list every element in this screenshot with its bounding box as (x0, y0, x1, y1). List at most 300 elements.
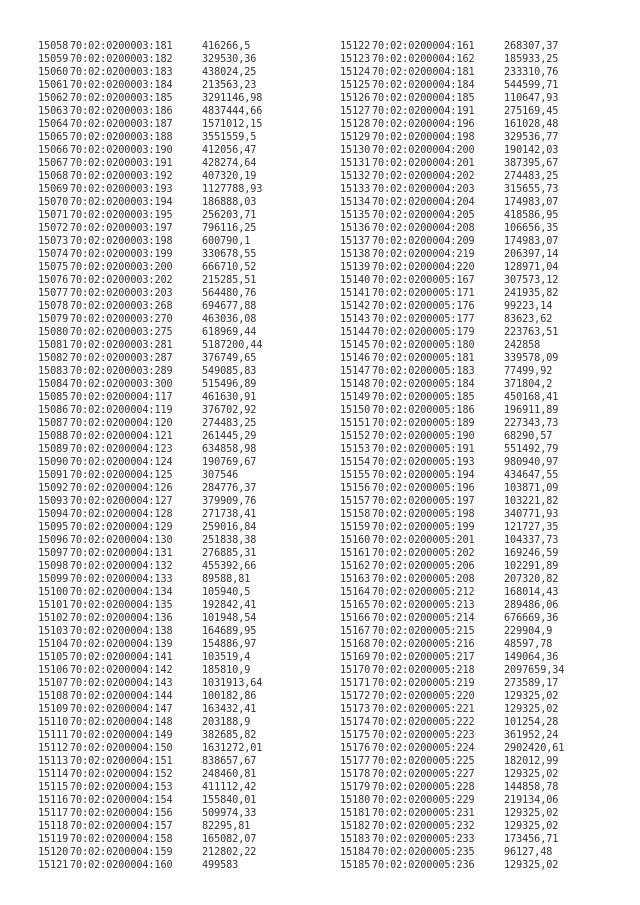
table-row (340, 716, 640, 729)
row-number: 15067 (38, 158, 69, 169)
cadastral-number: 70:02:0200005:181 (372, 353, 475, 364)
table-row (340, 729, 640, 742)
row-number: 15073 (38, 236, 69, 247)
cadastral-number: 70:02:0200004:184 (372, 80, 475, 91)
cadastral-number: 70:02:0200004:198 (372, 132, 475, 143)
table-row (38, 287, 338, 300)
table-row (340, 495, 640, 508)
cadastral-number: 70:02:0200004:126 (70, 483, 173, 494)
row-number: 15164 (340, 587, 371, 598)
cadastral-value: 103519,4 (202, 652, 251, 663)
table-row (340, 547, 640, 560)
table-row (38, 404, 338, 417)
table-row (38, 755, 338, 768)
cadastral-value: 450168,41 (504, 392, 559, 403)
cadastral-value: 634858,98 (202, 444, 257, 455)
row-number: 15106 (38, 665, 69, 676)
table-row (340, 456, 640, 469)
row-number: 15182 (340, 821, 371, 832)
table-row (340, 235, 640, 248)
table-row (340, 183, 640, 196)
table-row (340, 586, 640, 599)
table-row (340, 534, 640, 547)
cadastral-number: 70:02:0200003:193 (70, 184, 173, 195)
table-row (38, 326, 338, 339)
cadastral-number: 70:02:0200004:151 (70, 756, 173, 767)
cadastral-value: 544599,71 (504, 80, 559, 91)
table-row (38, 300, 338, 313)
cadastral-number: 70:02:0200005:227 (372, 769, 475, 780)
cadastral-number: 70:02:0200004:204 (372, 197, 475, 208)
row-number: 15168 (340, 639, 371, 650)
row-number: 15148 (340, 379, 371, 390)
row-number: 15171 (340, 678, 371, 689)
row-number: 15082 (38, 353, 69, 364)
table-row (340, 443, 640, 456)
row-number: 15107 (38, 678, 69, 689)
cadastral-number: 70:02:0200005:176 (372, 301, 475, 312)
row-number: 15123 (340, 54, 371, 65)
table-row (38, 599, 338, 612)
cadastral-number: 70:02:0200004:139 (70, 639, 173, 650)
row-number: 15139 (340, 262, 371, 273)
row-number: 15152 (340, 431, 371, 442)
row-number: 15128 (340, 119, 371, 130)
cadastral-number: 70:02:0200005:232 (372, 821, 475, 832)
cadastral-value: 315655,73 (504, 184, 559, 195)
table-row (38, 66, 338, 79)
row-number: 15060 (38, 67, 69, 78)
cadastral-value: 207320,82 (504, 574, 559, 585)
cadastral-value: 379909,76 (202, 496, 257, 507)
cadastral-value: 5187200,44 (202, 340, 263, 351)
cadastral-value: 233310,76 (504, 67, 559, 78)
table-row (340, 339, 640, 352)
cadastral-number: 70:02:0200003:281 (70, 340, 173, 351)
cadastral-number: 70:02:0200003:181 (70, 41, 173, 52)
cadastral-value: 274483,25 (504, 171, 559, 182)
table-row (340, 287, 640, 300)
row-number: 15140 (340, 275, 371, 286)
row-number: 15146 (340, 353, 371, 364)
cadastral-value: 455392,66 (202, 561, 257, 572)
cadastral-value: 387395,67 (504, 158, 559, 169)
cadastral-value: 551492,79 (504, 444, 559, 455)
cadastral-number: 70:02:0200004:125 (70, 470, 173, 481)
cadastral-value: 154886,97 (202, 639, 257, 650)
row-number: 15086 (38, 405, 69, 416)
row-number: 15153 (340, 444, 371, 455)
cadastral-number: 70:02:0200005:208 (372, 574, 475, 585)
row-number: 15156 (340, 483, 371, 494)
cadastral-value: 161028,48 (504, 119, 559, 130)
row-number: 15093 (38, 496, 69, 507)
row-number: 15158 (340, 509, 371, 520)
cadastral-value: 428274,64 (202, 158, 257, 169)
cadastral-number: 70:02:0200004:148 (70, 717, 173, 728)
table-row (38, 495, 338, 508)
cadastral-number: 70:02:0200004:127 (70, 496, 173, 507)
cadastral-number: 70:02:0200005:213 (372, 600, 475, 611)
row-number: 15116 (38, 795, 69, 806)
table-row (38, 833, 338, 846)
cadastral-number: 70:02:0200003:275 (70, 327, 173, 338)
table-row (340, 781, 640, 794)
cadastral-number: 70:02:0200003:199 (70, 249, 173, 260)
cadastral-number: 70:02:0200004:150 (70, 743, 173, 754)
table-row (38, 313, 338, 326)
row-number: 15173 (340, 704, 371, 715)
cadastral-value: 329530,36 (202, 54, 257, 65)
cadastral-number: 70:02:0200003:186 (70, 106, 173, 117)
cadastral-number: 70:02:0200005:219 (372, 678, 475, 689)
cadastral-number: 70:02:0200003:191 (70, 158, 173, 169)
row-number: 15166 (340, 613, 371, 624)
cadastral-value: 256203,71 (202, 210, 257, 221)
row-number: 15117 (38, 808, 69, 819)
table-row (38, 664, 338, 677)
table-row (38, 92, 338, 105)
table-row (38, 651, 338, 664)
cadastral-number: 70:02:0200004:128 (70, 509, 173, 520)
table-row (38, 144, 338, 157)
table-row (340, 157, 640, 170)
table-row (340, 417, 640, 430)
cadastral-number: 70:02:0200005:206 (372, 561, 475, 572)
cadastral-value: 128971,04 (504, 262, 559, 273)
row-number: 15110 (38, 717, 69, 728)
cadastral-number: 70:02:0200004:149 (70, 730, 173, 741)
cadastral-number: 70:02:0200005:171 (372, 288, 475, 299)
cadastral-value: 329536,77 (504, 132, 559, 143)
table-row (38, 118, 338, 131)
table-row (38, 729, 338, 742)
row-number: 15180 (340, 795, 371, 806)
row-number: 15121 (38, 860, 69, 871)
cadastral-number: 70:02:0200005:233 (372, 834, 475, 845)
cadastral-number: 70:02:0200004:121 (70, 431, 173, 442)
row-number: 15115 (38, 782, 69, 793)
table-row (340, 833, 640, 846)
cadastral-number: 70:02:0200003:184 (70, 80, 173, 91)
row-number: 15092 (38, 483, 69, 494)
table-row (340, 859, 640, 872)
row-number: 15118 (38, 821, 69, 832)
cadastral-number: 70:02:0200004:129 (70, 522, 173, 533)
table-row (340, 105, 640, 118)
table-row (340, 196, 640, 209)
row-number: 15150 (340, 405, 371, 416)
cadastral-value: 103221,82 (504, 496, 559, 507)
row-number: 15178 (340, 769, 371, 780)
table-row (38, 521, 338, 534)
cadastral-number: 70:02:0200004:209 (372, 236, 475, 247)
cadastral-number: 70:02:0200004:162 (372, 54, 475, 65)
row-number: 15077 (38, 288, 69, 299)
cadastral-value: 129325,02 (504, 808, 559, 819)
row-number: 15112 (38, 743, 69, 754)
cadastral-value: 463036,08 (202, 314, 257, 325)
cadastral-number: 70:02:0200004:133 (70, 574, 173, 585)
row-number: 15135 (340, 210, 371, 221)
cadastral-value: 203188,9 (202, 717, 251, 728)
cadastral-value: 273589,17 (504, 678, 559, 689)
left-column (38, 40, 338, 872)
cadastral-value: 509974,33 (202, 808, 257, 819)
table-row (340, 742, 640, 755)
row-number: 15102 (38, 613, 69, 624)
cadastral-value: 418586,95 (504, 210, 559, 221)
table-row (340, 469, 640, 482)
cadastral-number: 70:02:0200004:135 (70, 600, 173, 611)
row-number: 15074 (38, 249, 69, 260)
table-row (38, 209, 338, 222)
table-row (340, 170, 640, 183)
cadastral-value: 371804,2 (504, 379, 553, 390)
table-row (340, 79, 640, 92)
row-number: 15058 (38, 41, 69, 52)
cadastral-value: 248460,81 (202, 769, 257, 780)
table-row (340, 807, 640, 820)
table-row (340, 53, 640, 66)
cadastral-value: 206397,14 (504, 249, 559, 260)
cadastral-value: 163432,41 (202, 704, 257, 715)
row-number: 15108 (38, 691, 69, 702)
cadastral-value: 549085,83 (202, 366, 257, 377)
cadastral-number: 70:02:0200005:167 (372, 275, 475, 286)
cadastral-number: 70:02:0200005:214 (372, 613, 475, 624)
cadastral-number: 70:02:0200005:221 (372, 704, 475, 715)
table-row (38, 170, 338, 183)
cadastral-number: 70:02:0200003:300 (70, 379, 173, 390)
row-number: 15157 (340, 496, 371, 507)
table-row (38, 690, 338, 703)
table-row (38, 677, 338, 690)
row-number: 15083 (38, 366, 69, 377)
cadastral-value: 104337,73 (504, 535, 559, 546)
row-number: 15094 (38, 509, 69, 520)
cadastral-number: 70:02:0200003:268 (70, 301, 173, 312)
row-number: 15174 (340, 717, 371, 728)
row-number: 15179 (340, 782, 371, 793)
table-row (38, 40, 338, 53)
table-row (38, 456, 338, 469)
cadastral-value: 340771,93 (504, 509, 559, 520)
row-number: 15113 (38, 756, 69, 767)
cadastral-value: 227343,73 (504, 418, 559, 429)
cadastral-number: 70:02:0200003:182 (70, 54, 173, 65)
row-number: 15149 (340, 392, 371, 403)
row-number: 15100 (38, 587, 69, 598)
cadastral-value: 129325,02 (504, 769, 559, 780)
table-row (38, 391, 338, 404)
table-row (38, 352, 338, 365)
row-number: 15177 (340, 756, 371, 767)
cadastral-value: 101254,28 (504, 717, 559, 728)
cadastral-number: 70:02:0200004:153 (70, 782, 173, 793)
cadastral-value: 1571012,15 (202, 119, 263, 130)
cadastral-value: 376702,92 (202, 405, 257, 416)
cadastral-value: 168014,43 (504, 587, 559, 598)
row-number: 15183 (340, 834, 371, 845)
cadastral-number: 70:02:0200004:117 (70, 392, 173, 403)
cadastral-value: 666710,52 (202, 262, 257, 273)
cadastral-value: 173456,71 (504, 834, 559, 845)
cadastral-number: 70:02:0200003:185 (70, 93, 173, 104)
row-number: 15130 (340, 145, 371, 156)
row-number: 15087 (38, 418, 69, 429)
cadastral-number: 70:02:0200005:228 (372, 782, 475, 793)
row-number: 15165 (340, 600, 371, 611)
cadastral-number: 70:02:0200005:229 (372, 795, 475, 806)
row-number: 15161 (340, 548, 371, 559)
row-number: 15068 (38, 171, 69, 182)
cadastral-number: 70:02:0200005:193 (372, 457, 475, 468)
row-number: 15075 (38, 262, 69, 273)
cadastral-number: 70:02:0200003:195 (70, 210, 173, 221)
cadastral-value: 275169,45 (504, 106, 559, 117)
cadastral-number: 70:02:0200005:223 (372, 730, 475, 741)
cadastral-number: 70:02:0200004:208 (372, 223, 475, 234)
cadastral-value: 4837444,66 (202, 106, 263, 117)
cadastral-value: 182012,99 (504, 756, 559, 767)
row-number: 15167 (340, 626, 371, 637)
table-row (340, 664, 640, 677)
table-row (38, 157, 338, 170)
cadastral-value: 129325,02 (504, 860, 559, 871)
table-row (38, 261, 338, 274)
cadastral-value: 219134,06 (504, 795, 559, 806)
cadastral-value: 694677,88 (202, 301, 257, 312)
table-row (38, 625, 338, 638)
row-number: 15154 (340, 457, 371, 468)
row-number: 15089 (38, 444, 69, 455)
cadastral-value: 96127,48 (504, 847, 553, 858)
cadastral-value: 99223,14 (504, 301, 553, 312)
cadastral-number: 70:02:0200004:159 (70, 847, 173, 858)
row-number: 15124 (340, 67, 371, 78)
cadastral-value: 241935,82 (504, 288, 559, 299)
cadastral-value: 101948,54 (202, 613, 257, 624)
cadastral-value: 223763,51 (504, 327, 559, 338)
cadastral-value: 284776,37 (202, 483, 257, 494)
cadastral-value: 1127788,93 (202, 184, 263, 195)
table-row (38, 742, 338, 755)
cadastral-value: 307546 (202, 470, 239, 481)
cadastral-number: 70:02:0200005:222 (372, 717, 475, 728)
cadastral-value: 149064,36 (504, 652, 559, 663)
cadastral-value: 980940,97 (504, 457, 559, 468)
cadastral-number: 70:02:0200005:225 (372, 756, 475, 767)
row-number: 15090 (38, 457, 69, 468)
cadastral-value: 169246,59 (504, 548, 559, 559)
table-row (38, 378, 338, 391)
cadastral-value: 68290,57 (504, 431, 553, 442)
cadastral-number: 70:02:0200004:144 (70, 691, 173, 702)
row-number: 15131 (340, 158, 371, 169)
cadastral-number: 70:02:0200004:161 (372, 41, 475, 52)
row-number: 15159 (340, 522, 371, 533)
table-row (340, 248, 640, 261)
cadastral-value: 382685,82 (202, 730, 257, 741)
cadastral-number: 70:02:0200004:196 (372, 119, 475, 130)
cadastral-value: 251838,38 (202, 535, 257, 546)
table-row (340, 638, 640, 651)
table-row (38, 469, 338, 482)
row-number: 15145 (340, 340, 371, 351)
row-number: 15172 (340, 691, 371, 702)
cadastral-number: 70:02:0200004:132 (70, 561, 173, 572)
cadastral-number: 70:02:0200003:190 (70, 145, 173, 156)
cadastral-number: 70:02:0200005:190 (372, 431, 475, 442)
cadastral-number: 70:02:0200005:231 (372, 808, 475, 819)
cadastral-value: 676669,36 (504, 613, 559, 624)
cadastral-number: 70:02:0200004:181 (372, 67, 475, 78)
row-number: 15141 (340, 288, 371, 299)
row-number: 15133 (340, 184, 371, 195)
row-number: 15070 (38, 197, 69, 208)
cadastral-number: 70:02:0200003:183 (70, 67, 173, 78)
row-number: 15085 (38, 392, 69, 403)
cadastral-value: 412056,47 (202, 145, 257, 156)
cadastral-number: 70:02:0200005:180 (372, 340, 475, 351)
row-number: 15069 (38, 184, 69, 195)
cadastral-value: 229904,9 (504, 626, 553, 637)
cadastral-value: 276885,31 (202, 548, 257, 559)
cadastral-number: 70:02:0200005:198 (372, 509, 475, 520)
cadastral-value: 600790,1 (202, 236, 251, 247)
cadastral-number: 70:02:0200005:201 (372, 535, 475, 546)
cadastral-value: 461630,91 (202, 392, 257, 403)
table-row (38, 183, 338, 196)
cadastral-value: 83623,62 (504, 314, 553, 325)
cadastral-value: 274483,25 (202, 418, 257, 429)
cadastral-number: 70:02:0200004:142 (70, 665, 173, 676)
table-row (340, 846, 640, 859)
row-number: 15129 (340, 132, 371, 143)
cadastral-value: 261445,29 (202, 431, 257, 442)
cadastral-number: 70:02:0200005:235 (372, 847, 475, 858)
cadastral-value: 100182,86 (202, 691, 257, 702)
cadastral-number: 70:02:0200004:123 (70, 444, 173, 455)
cadastral-value: 2902420,61 (504, 743, 565, 754)
cadastral-number: 70:02:0200005:215 (372, 626, 475, 637)
table-row (38, 768, 338, 781)
cadastral-value: 103871,09 (504, 483, 559, 494)
table-row (340, 677, 640, 690)
cadastral-number: 70:02:0200004:203 (372, 184, 475, 195)
row-number: 15163 (340, 574, 371, 585)
cadastral-value: 271738,41 (202, 509, 257, 520)
row-number: 15142 (340, 301, 371, 312)
cadastral-number: 70:02:0200005:218 (372, 665, 475, 676)
cadastral-value: 242858 (504, 340, 541, 351)
table-row (340, 599, 640, 612)
cadastral-number: 70:02:0200003:192 (70, 171, 173, 182)
table-row (340, 144, 640, 157)
cadastral-number: 70:02:0200004:130 (70, 535, 173, 546)
cadastral-value: 164689,95 (202, 626, 257, 637)
row-number: 15072 (38, 223, 69, 234)
cadastral-number: 70:02:0200005:236 (372, 860, 475, 871)
row-number: 15064 (38, 119, 69, 130)
cadastral-value: 838657,67 (202, 756, 257, 767)
row-number: 15138 (340, 249, 371, 260)
cadastral-value: 289486,06 (504, 600, 559, 611)
table-row (38, 846, 338, 859)
table-row (340, 274, 640, 287)
row-number: 15084 (38, 379, 69, 390)
